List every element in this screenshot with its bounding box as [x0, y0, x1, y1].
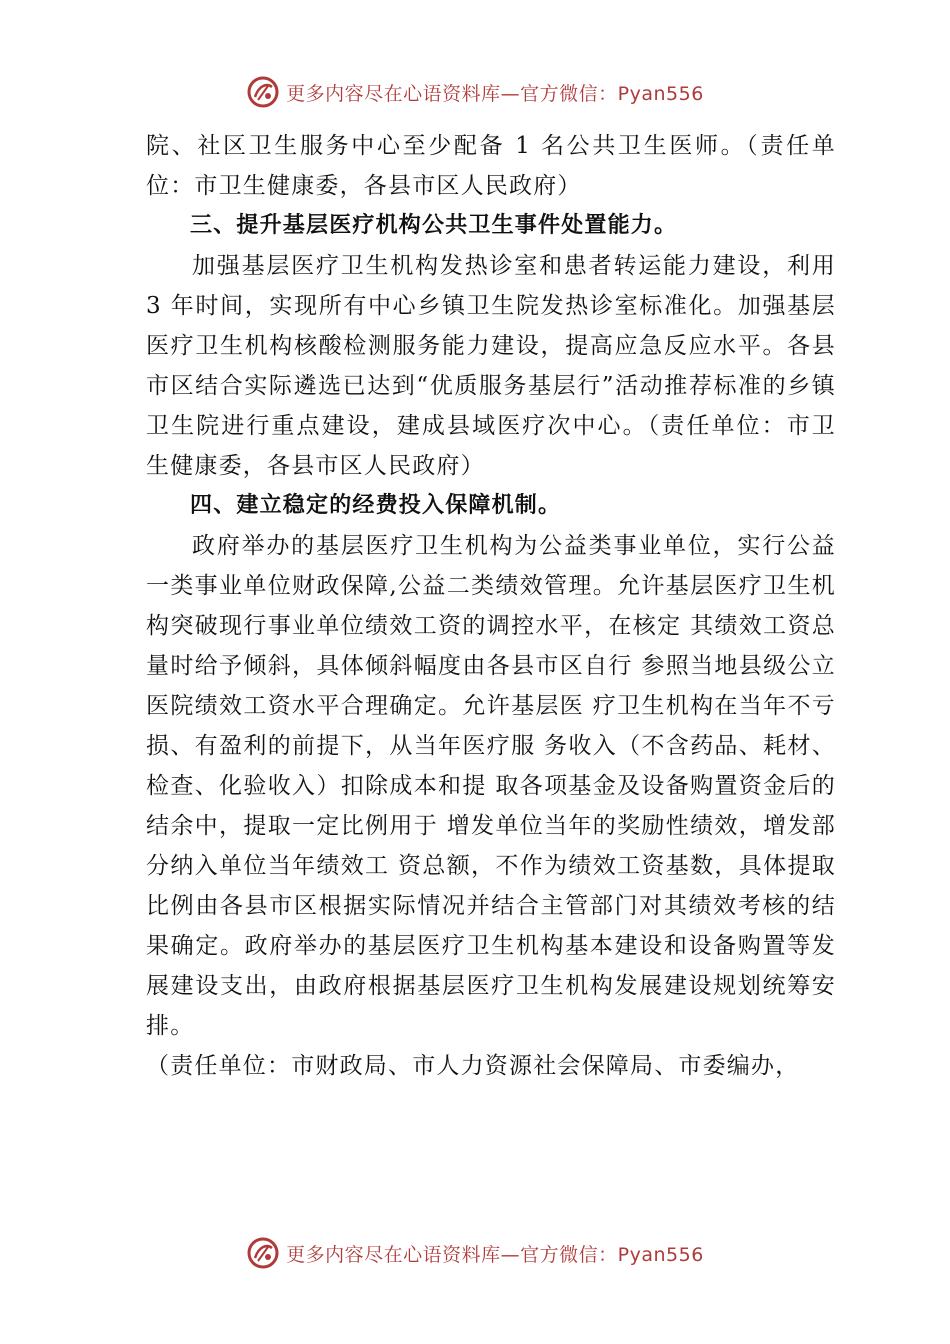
footer-banner-text: 更多内容尽在心语资料库—官方微信：Pyan556 [286, 1243, 704, 1266]
paragraph-continuation: 院、社区卫生服务中心至少配备 1 名公共卫生医师。（责任单位：市卫生健康委，各县市区人民政府） [146, 133, 836, 199]
seal-logo-icon [246, 75, 280, 109]
paragraph-section-3: 加强基层医疗卫生机构发热诊室和患者转运能力建设，利用 3 年时间，实现所有中心乡镇卫生院发热诊室标准化。加强基层医疗卫生机构核酸检测服务能力建设，提高应急反应水平。各县市区结合实际遴选已达到“优质服务基层行”活动推荐标准的乡镇卫生院进行重点建设，建成县域医疗次中心。（责任单位：市卫生健康委，各县市区人民政府） [146, 253, 836, 479]
paragraph-section-4: 政府举办的基层医疗卫生机构为公益类事业单位，实行公益一类事业单位财政保障,公益二类绩效管理。允许基层医疗卫生机构突破现行事业单位绩效工资的调控水平，在核定 其绩效工资总量时给予倾斜，具体倾斜幅度由各县市区自行 参照当地县级公立医院绩效工资水平合理确定。允许基层医 疗卫生机构在当年不亏损、有盈利的前提下，从当年医疗服 务收入（不含药品、耗材、检查、化验收入）扣除成本和提 取各项基金及设备购置资金后的结余中，提取一定比例用于 增发单位当年的奖励性绩效，增发部分纳入单位当年绩效工 资总额，不作为绩效工资基数，具体提取比例由各县市区根据实际情况并结合主管部门对其绩效考核的结果确定。政府举办的基层医疗卫生机构基本建设和设备购置等发展建设支出，由政府根据基层医疗卫生机构发展建设规划统筹安排。 [146, 533, 836, 1039]
header-watermark-banner [0, 72, 950, 112]
paragraph-responsibility: （责任单位：市财政局、市人力资源社会保障局、市委编办， [146, 1053, 800, 1079]
seal-logo-icon [246, 1236, 280, 1270]
section-heading-3: 三、提升基层医疗机构公共卫生事件处置能力。 [190, 213, 678, 238]
footer-watermark-banner [0, 1233, 950, 1273]
section-heading-4: 四、建立稳定的经费投入保障机制。 [190, 493, 562, 518]
document-body [146, 126, 836, 1086]
header-banner-text: 更多内容尽在心语资料库—官方微信：Pyan556 [286, 82, 704, 105]
